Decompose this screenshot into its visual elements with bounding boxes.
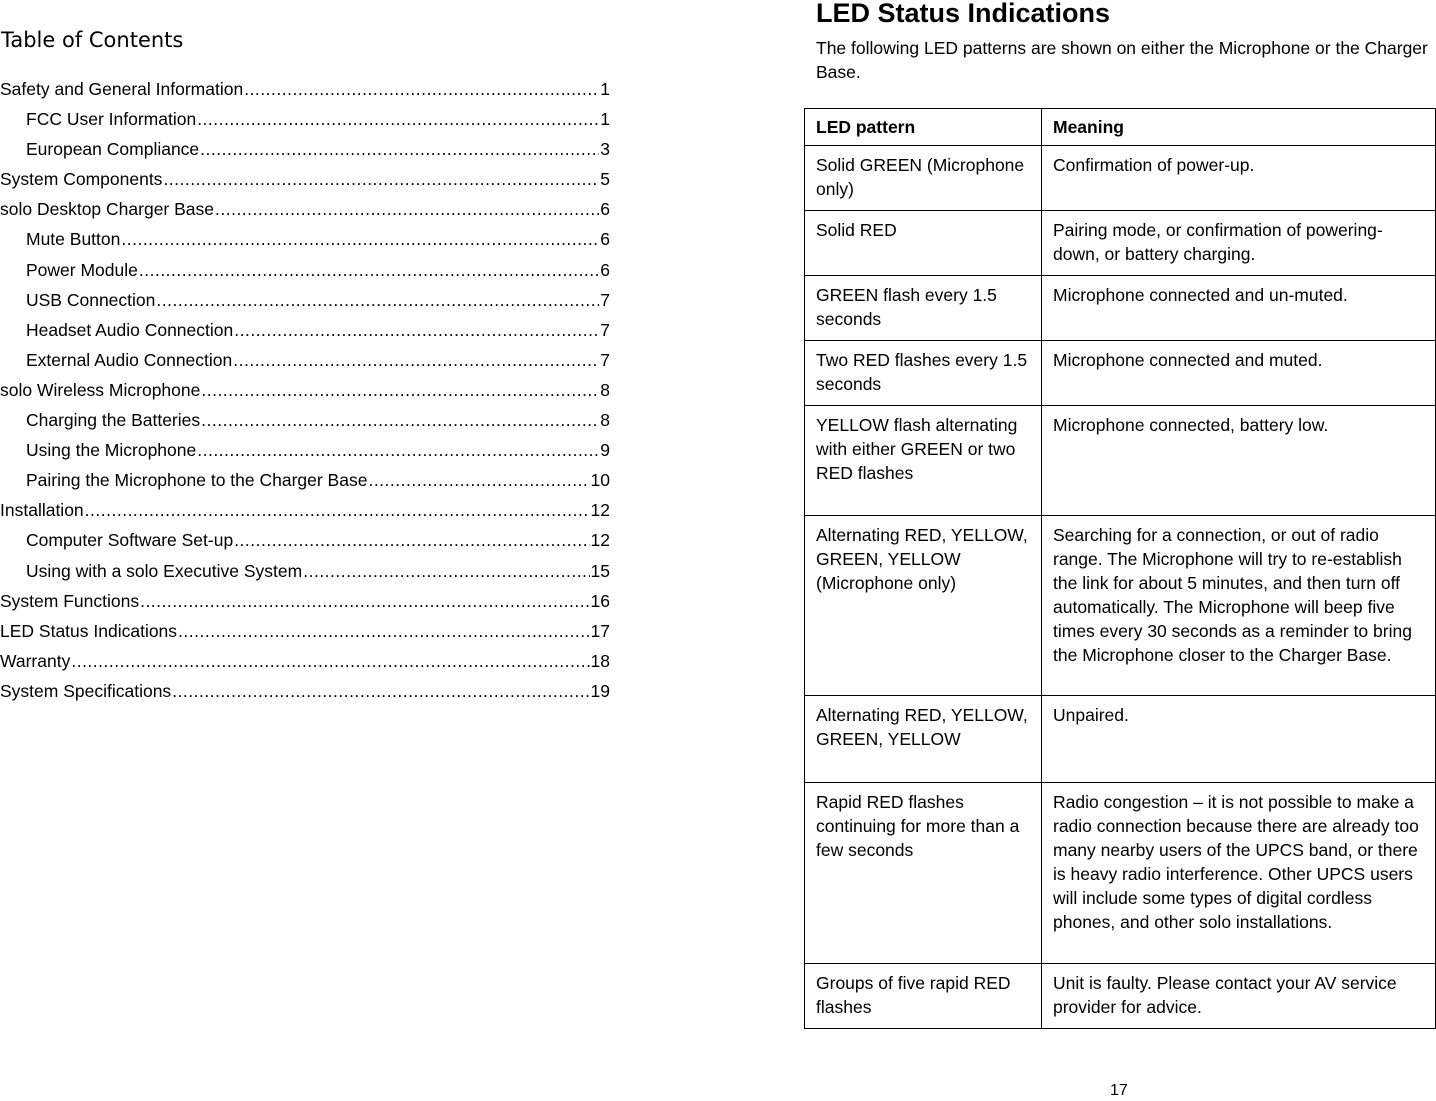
table-of-contents [0, 79, 610, 711]
toc-entry-page: 17 [590, 620, 610, 641]
toc-entry-label: System Functions [0, 590, 140, 611]
toc-entry[interactable] [0, 260, 610, 290]
toc-entry[interactable] [0, 621, 610, 651]
toc-entry-page: 7 [600, 349, 610, 370]
toc-leader-dots [303, 561, 589, 582]
toc-entry[interactable] [0, 109, 610, 139]
toc-entry-page: 7 [600, 289, 610, 310]
toc-leader-dots [234, 530, 589, 551]
toc-entry-page: 6 [600, 259, 610, 280]
table-row [805, 341, 1436, 406]
table-row [805, 276, 1436, 341]
toc-entry[interactable] [0, 410, 610, 440]
toc-entry[interactable] [0, 561, 610, 591]
toc-entry-label: solo Wireless Microphone [0, 379, 201, 400]
toc-entry-label: Mute Button [26, 229, 121, 250]
meaning-cell: Microphone connected and muted. [1042, 341, 1436, 406]
led-pattern-cell: Groups of five rapid RED flashes [805, 964, 1042, 1029]
toc-leader-dots [200, 139, 599, 160]
toc-entry-page: 16 [590, 590, 610, 611]
toc-entry-page: 8 [600, 410, 610, 431]
toc-entry-page: 1 [600, 109, 610, 130]
toc-leader-dots [71, 651, 589, 672]
toc-entry-page: 18 [590, 650, 610, 671]
toc-leader-dots [197, 109, 599, 130]
toc-entry[interactable] [0, 651, 610, 681]
toc-leader-dots [163, 169, 599, 190]
toc-title: Table of Contents [1, 28, 184, 52]
toc-entry-label: Pairing the Microphone to the Charger Base [26, 470, 368, 491]
column-header-led-pattern: LED pattern [805, 109, 1042, 146]
toc-entry-page: 6 [600, 199, 610, 220]
led-pattern-cell: Rapid RED flashes continuing for more than a few seconds [805, 783, 1042, 964]
toc-leader-dots [85, 500, 590, 521]
toc-entry[interactable] [0, 229, 610, 259]
table-row [805, 211, 1436, 276]
toc-leader-dots [233, 350, 599, 371]
toc-entry-page: 12 [590, 500, 610, 521]
table-row [805, 783, 1436, 964]
toc-entry-page: 19 [590, 680, 610, 701]
toc-entry[interactable] [0, 380, 610, 410]
toc-leader-dots [215, 199, 599, 220]
toc-entry[interactable] [0, 500, 610, 530]
table-row [805, 516, 1436, 696]
toc-entry-label: Warranty [0, 650, 71, 671]
toc-leader-dots [201, 410, 599, 431]
toc-entry[interactable] [0, 169, 610, 199]
toc-leader-dots [121, 229, 599, 250]
toc-entry[interactable] [0, 530, 610, 560]
toc-entry-label: External Audio Connection [26, 349, 233, 370]
toc-leader-dots [156, 290, 599, 311]
toc-entry-label: Headset Audio Connection [26, 319, 234, 340]
led-pattern-cell: Solid GREEN (Microphone only) [805, 146, 1042, 211]
page-number: 17 [1110, 1082, 1128, 1099]
toc-leader-dots [368, 470, 589, 491]
toc-entry-label: LED Status Indications [0, 620, 178, 641]
toc-leader-dots [244, 79, 599, 100]
toc-leader-dots [172, 681, 589, 702]
toc-entry[interactable] [0, 79, 610, 109]
toc-entry[interactable] [0, 199, 610, 229]
led-pattern-cell: YELLOW flash alternating with either GREEN or two RED flashes [805, 406, 1042, 516]
table-row [805, 696, 1436, 783]
toc-entry-label: European Compliance [26, 139, 200, 160]
toc-entry-label: Using the Microphone [26, 440, 197, 461]
toc-entry-page: 6 [600, 229, 610, 250]
toc-entry-label: Power Module [26, 259, 138, 280]
toc-entry[interactable] [0, 350, 610, 380]
meaning-cell: Confirmation of power-up. [1042, 146, 1436, 211]
table-row [805, 964, 1436, 1029]
toc-entry-page: 1 [600, 79, 610, 99]
column-header-meaning: Meaning [1042, 109, 1436, 146]
toc-entry[interactable] [0, 681, 610, 711]
toc-entry-label: Safety and General Information [0, 79, 244, 99]
meaning-cell: Unpaired. [1042, 696, 1436, 783]
section-intro: The following LED patterns are shown on either the Microphone or the Charger Base. [816, 38, 1428, 82]
meaning-cell: Microphone connected and un-muted. [1042, 276, 1436, 341]
toc-entry-label: FCC User Information [26, 109, 197, 130]
toc-entry-page: 8 [600, 379, 610, 400]
toc-entry-page: 15 [590, 560, 610, 581]
toc-leader-dots [178, 621, 589, 642]
table-row [805, 406, 1436, 516]
meaning-cell: Searching for a connection, or out of radio range. The Microphone will try to re-establish the link for about 5 minutes, and then turn off automatically. The Microphone will beep five times every 30 seconds as a reminder to bring the Microphone closer to the Charger Base. [1042, 516, 1436, 696]
toc-entry-page: 12 [590, 530, 610, 551]
section-title: LED Status Indications [816, 0, 1111, 28]
toc-entry[interactable] [0, 290, 610, 320]
toc-entry-page: 7 [600, 319, 610, 340]
table-header-row [805, 109, 1436, 146]
meaning-cell: Pairing mode, or confirmation of powering-down, or battery charging. [1042, 211, 1436, 276]
toc-entry[interactable] [0, 591, 610, 621]
toc-entry[interactable] [0, 440, 610, 470]
led-status-table [804, 108, 1436, 1029]
toc-entry-label: System Components [0, 169, 163, 190]
toc-entry-page: 10 [590, 470, 610, 491]
toc-entry-label: USB Connection [26, 289, 156, 310]
toc-leader-dots [234, 320, 599, 341]
table-row [805, 146, 1436, 211]
toc-entry[interactable] [0, 320, 610, 350]
toc-entry-label: Charging the Batteries [26, 410, 201, 431]
toc-entry-page: 9 [600, 440, 610, 461]
toc-leader-dots [139, 260, 599, 281]
toc-leader-dots [201, 380, 599, 401]
led-pattern-cell: Two RED flashes every 1.5 seconds [805, 341, 1042, 406]
toc-entry[interactable] [0, 139, 610, 169]
toc-leader-dots [140, 591, 589, 612]
toc-entry-label: Computer Software Set-up [26, 530, 234, 551]
toc-leader-dots [197, 440, 599, 461]
toc-entry-label: Using with a solo Executive System [26, 560, 303, 581]
led-pattern-cell: Alternating RED, YELLOW, GREEN, YELLOW [805, 696, 1042, 783]
meaning-cell: Microphone connected, battery low. [1042, 406, 1436, 516]
toc-entry-page: 5 [600, 169, 610, 190]
toc-entry-label: solo Desktop Charger Base [0, 199, 214, 220]
led-pattern-cell: GREEN flash every 1.5 seconds [805, 276, 1042, 341]
meaning-cell: Unit is faulty. Please contact your AV service provider for advice. [1042, 964, 1436, 1029]
toc-entry-label: Installation [0, 500, 84, 521]
toc-entry-page: 3 [600, 139, 610, 160]
toc-entry-label: System Specifications [0, 680, 172, 701]
toc-entry[interactable] [0, 470, 610, 500]
meaning-cell: Radio congestion – it is not possible to make a radio connection because there are already too many nearby users of the UPCS band, or there is heavy radio interference. Other UPCS users will include some types of digital cordless phones, and other solo installations. [1042, 783, 1436, 964]
led-pattern-cell: Alternating RED, YELLOW, GREEN, YELLOW (Microphone only) [805, 516, 1042, 696]
led-pattern-cell: Solid RED [805, 211, 1042, 276]
